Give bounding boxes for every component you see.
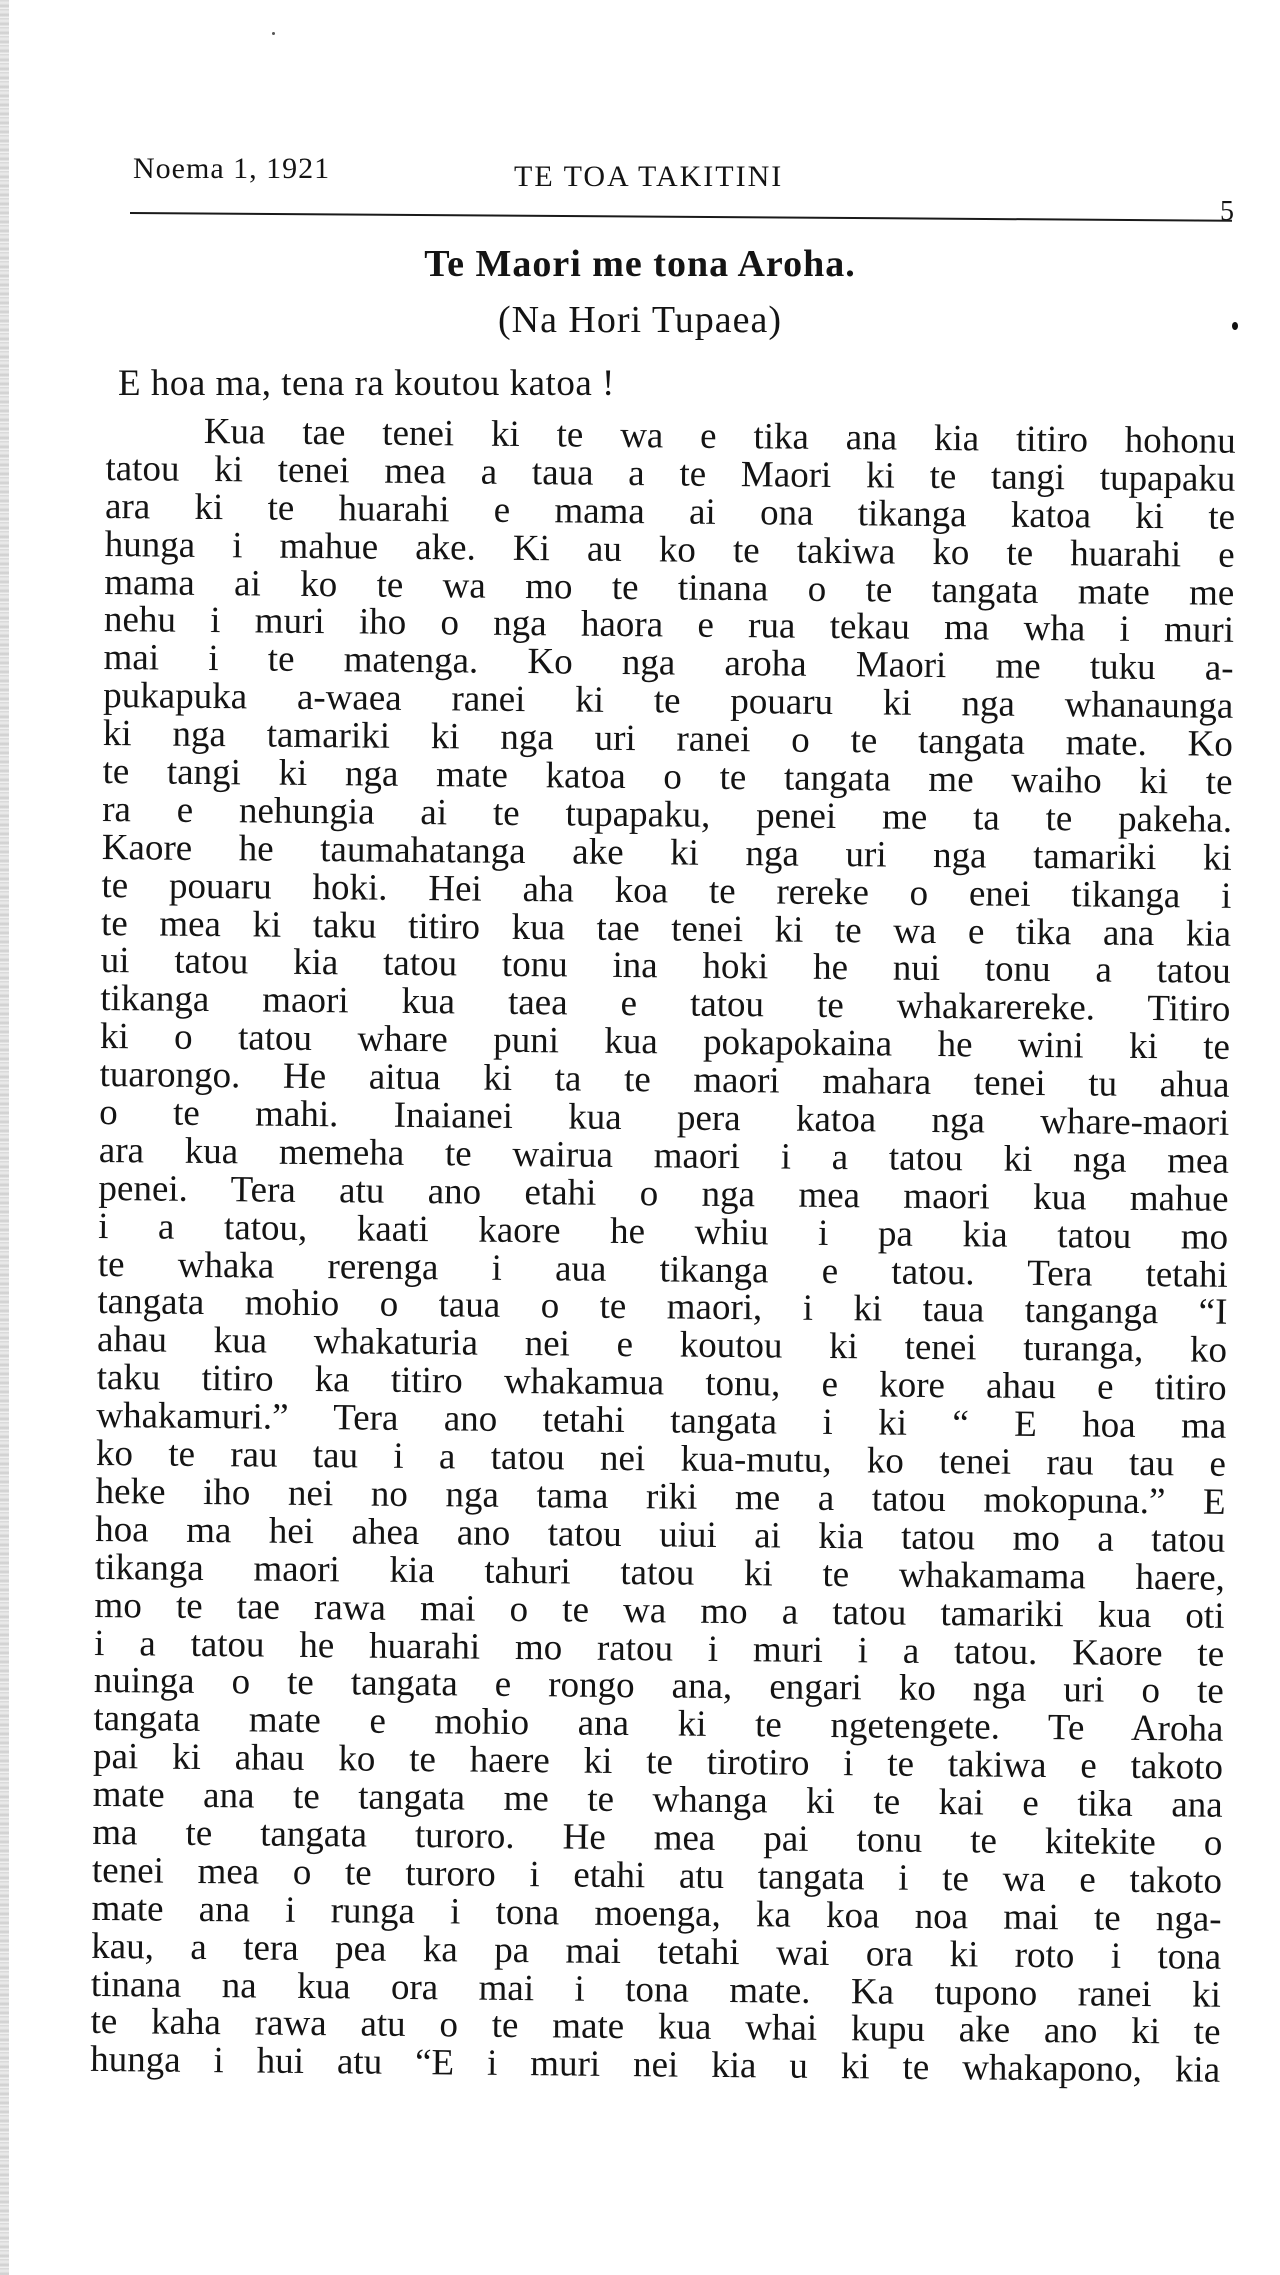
text-line: Kaore he taumahatanga ake ki nga uri nga tamariki ki — [101, 826, 1232, 879]
text-line: tikanga maori kua taea e tatou te whakarereke. Titiro — [100, 978, 1231, 1031]
text-line: hunga i hui atu “E i muri nei kia u ki te whakapono, kia — [89, 2039, 1221, 2092]
text-line: tikanga maori kia tahuri tatou ki te whakamama haere, — [94, 1546, 1226, 1599]
article-title: Te Maori me tona Aroha. — [424, 243, 856, 285]
text-line: ra e nehungia ai te tupapaku, penei me ta te pakeha. — [101, 788, 1233, 841]
text-line: ki nga tamariki ki nga uri ranei o te tangata mate. Ko — [102, 713, 1234, 765]
page-number: 5 — [1220, 196, 1235, 227]
text-line: tangata mate e mohio ana ki te ngetengete. Te Aroha — [93, 1698, 1224, 1751]
text-line: i a tatou, kaati kaore he whiu i pa kia tatou mo — [97, 1205, 1229, 1258]
text-line: te whaka rerenga i aua tikanga e tatou. Tera tetahi — [97, 1243, 1228, 1296]
header-rule — [130, 212, 1232, 222]
text-line: penei. Tera atu ano etahi o nga mea maori kua mahue — [98, 1167, 1229, 1220]
article-byline: (Na Hori Tupaea) — [497, 299, 783, 341]
text-line: ki o tatou whare puni kua pokapokaina he wini ki te — [99, 1016, 1231, 1069]
text-line: pukapuka a-waea ranei ki te pouaru ki nga whanaunga — [103, 675, 1234, 728]
text-line: pai ki ahau ko te haere ki te tirotiro i te takiwa e takoto — [92, 1736, 1224, 1788]
text-line: te mea ki taku titiro kua tae tenei ki te wa e tika ana kia — [100, 902, 1232, 955]
article-body — [90, 412, 1236, 2090]
text-line: hoa ma hei ahea ano tatou uiui ai kia tatou mo a tatou — [95, 1508, 1226, 1561]
text-line: ma te tangata turoro. He mea pai tonu te kitekite o — [92, 1811, 1223, 1864]
ink-dot — [1232, 322, 1238, 330]
text-line: ko te rau tau i a tatou nei kua-mutu, ko tenei rau tau e — [95, 1432, 1227, 1485]
text-line: mama ai ko te wa mo te tinana o te tangata mate me — [104, 561, 1235, 614]
text-line: ara kua memeha te wairua maori i a tatou ki nga mea — [98, 1129, 1230, 1182]
text-line: mai i te matenga. Ko nga aroha Maori me tuku a- — [103, 637, 1234, 690]
print-speck — [272, 32, 275, 35]
text-line: mate ana te tangata me te whanga ki te kai e tika ana — [92, 1773, 1223, 1826]
text-line: whakamuri.” Tera ano tetahi tangata i ki “ E hoa ma — [96, 1395, 1227, 1447]
text-line: ahau kua whakaturia nei e koutou ki tenei turanga, ko — [96, 1319, 1228, 1372]
text-line: nehu i muri iho o nga haora e rua tekau ma wha i muri — [103, 599, 1235, 652]
text-line: mate ana i runga i tona moenga, ka koa noa mai te nga- — [91, 1887, 1222, 1940]
text-line: kau, a tera pea ka pa mai tetahi wai ora ki roto i tona — [91, 1925, 1222, 1978]
text-line: tuarongo. He aitua ki ta te maori mahara tenei tu ahua — [99, 1054, 1230, 1106]
greeting: E hoa ma, tena ra koutou katoa ! — [118, 363, 615, 404]
text-line: heke iho nei no nga tama riki me a tatou mokopuna.” E — [95, 1470, 1226, 1523]
publication-title: TE TOA TAKITINI — [514, 160, 784, 193]
text-line: taku titiro ka titiro whakamua tonu, e kore ahau e titiro — [96, 1357, 1227, 1410]
text-line: i a tatou he huarahi mo ratou i muri i a tatou. Kaore te — [93, 1622, 1225, 1675]
text-line: o te mahi. Inaianei kua pera katoa nga whare-maori — [99, 1091, 1230, 1144]
text-line: mo te tae rawa mai o te wa mo a tatou tamariki kua oti — [94, 1584, 1225, 1637]
text-line: ui tatou kia tatou tonu ina hoki he nui tonu a tatou — [100, 940, 1231, 993]
text-line: te kaha rawa atu o te mate kua whai kupu ake ano ki te — [90, 2001, 1221, 2054]
text-line: tinana na kua ora mai i tona mate. Ka tupono ranei ki — [90, 1963, 1222, 2016]
text-line: hunga i mahue ake. Ki au ko te takiwa ko te huarahi e — [104, 523, 1235, 576]
text-line: te tangi ki nga mate katoa o te tangata me waiho ki te — [102, 751, 1233, 803]
text-line: Kua tae tenei ki te wa e tika ana kia titiro hohonu — [203, 410, 1236, 462]
text-line: ara ki te huarahi e mama ai ona tikanga katoa ki te — [104, 485, 1236, 538]
page-header — [130, 152, 1240, 227]
text-line: tangata mohio o taua o te maori, i ki taua tanganga “I — [97, 1281, 1228, 1334]
text-line: nuinga o te tangata e rongo ana, engari ko nga uri o te — [93, 1660, 1224, 1713]
issue-date: Noema 1, 1921 — [133, 152, 331, 185]
text-line: tatou ki tenei mea a taua a te Maori ki te tangi tupapaku — [105, 447, 1236, 500]
text-line: tenei mea o te turoro i etahi atu tangata i te wa e takoto — [91, 1849, 1223, 1902]
text-line: te pouaru hoki. Hei aha koa te rereke o enei tikanga i — [101, 864, 1232, 917]
